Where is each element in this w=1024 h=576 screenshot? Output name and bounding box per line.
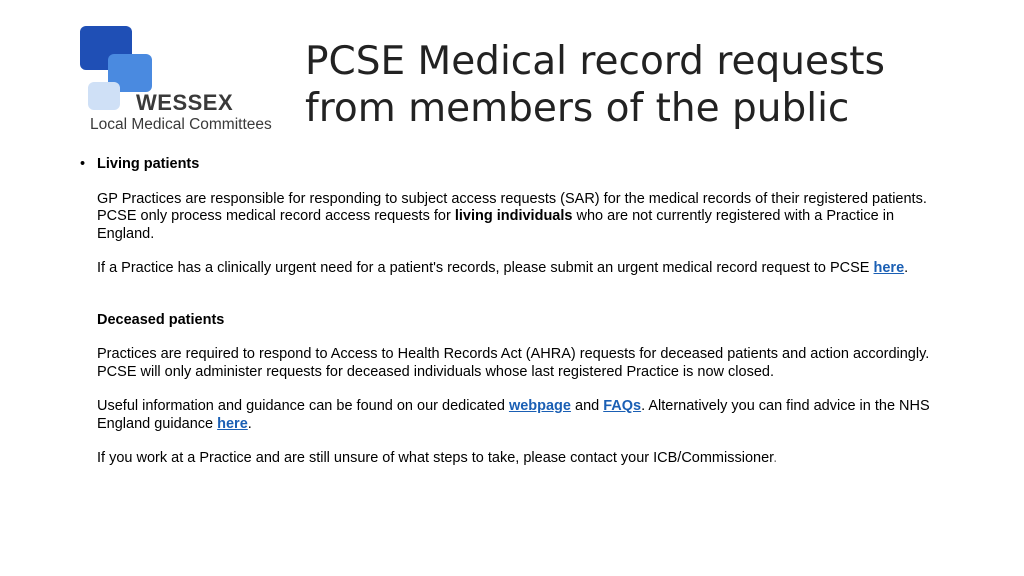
logo-square-light: [88, 82, 120, 110]
text-run: who are not currently registered with a Practice in England.: [97, 208, 895, 242]
deceased-patients-heading: Deceased patients: [97, 311, 225, 328]
content-body: [80, 156, 950, 468]
text-run: . Alternatively you can find advice in the NHS England guidance: [97, 398, 930, 432]
text-run: GP Practices are responsible for responding to subject access requests (SAR) for the medical records of their registered patients. PCSE only process medical record access requests for: [97, 190, 927, 224]
living-patients-heading: Living patients: [97, 156, 200, 172]
logo-subtitle: Local Medical Committees: [90, 116, 272, 133]
title-line-1: PCSE Medical record requests: [305, 39, 885, 84]
text-run: .: [773, 450, 778, 466]
deceased-patients-paragraph-3: [97, 450, 950, 468]
living-patients-paragraph-2: [97, 260, 950, 278]
bullet-marker: •: [80, 156, 86, 172]
urgent-request-here-link[interactable]: here: [873, 260, 905, 276]
text-run: If you work at a Practice and are still unsure of what steps to take, please contact your ICB/Commissioner: [97, 450, 774, 466]
text-run: and: [570, 398, 604, 414]
webpage-link[interactable]: webpage: [508, 398, 571, 414]
wessex-lmc-logo: [78, 24, 288, 136]
text-run: If a Practice has a clinically urgent need for a patient's records, please submit an urgent medical record request to PCSE: [97, 260, 874, 276]
title-line-2: from members of the public: [305, 86, 850, 131]
logo-name: WESSEX: [136, 90, 234, 115]
deceased-patients-paragraph-1: Practices are required to respond to Access to Health Records Act (AHRA) requests for deceased patients and action accordingly. PCSE will only administer requests for deceased individuals whose last registered Practice is now closed.: [97, 346, 930, 380]
living-individuals-emphasis: living individuals: [454, 208, 573, 224]
deceased-patients-paragraph-2: [97, 398, 950, 433]
living-patients-section: [80, 156, 950, 468]
nhs-guidance-here-link[interactable]: here: [217, 415, 248, 432]
text-run: Useful information and guidance can be found on our dedicated: [97, 398, 509, 414]
text-run: .: [247, 415, 252, 432]
text-run: .: [904, 260, 909, 276]
living-patients-paragraph-1: [97, 191, 950, 244]
page-title: [305, 38, 985, 132]
faqs-link[interactable]: FAQs: [603, 398, 642, 414]
